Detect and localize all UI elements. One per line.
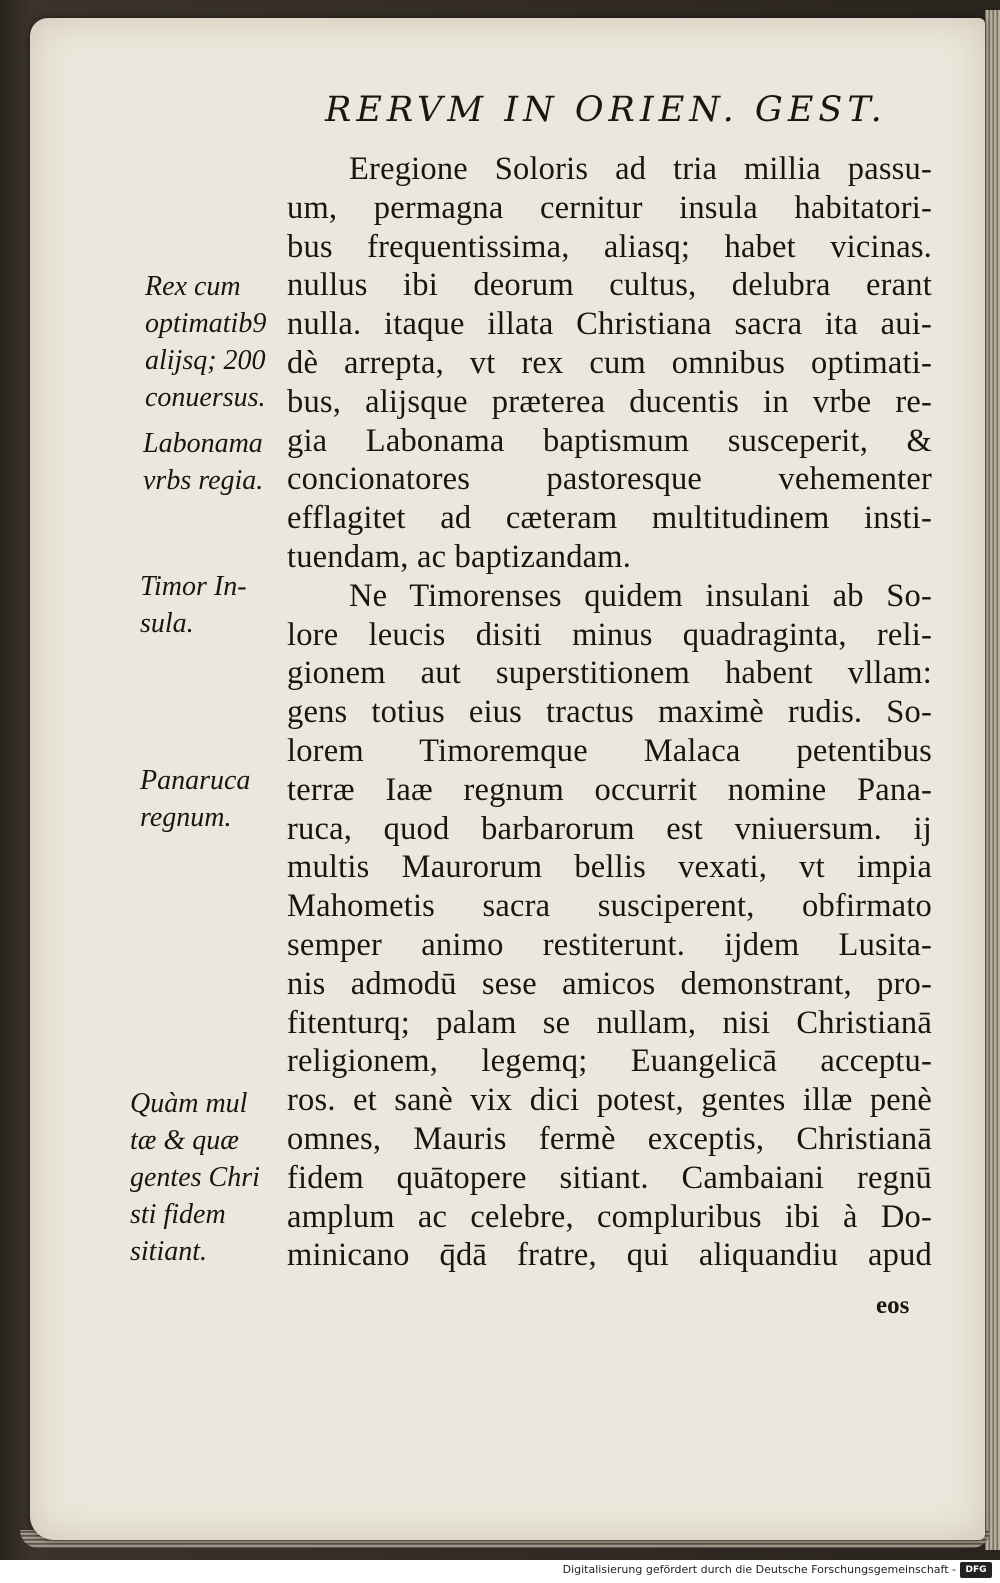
text-line: minicano q̄dā fratre, qui aliquandiu apud xyxy=(287,1237,932,1274)
text-line: Eregione Soloris ad tria millia passu- xyxy=(349,151,932,187)
text-line: gionem aut superstitionem habent vllam: xyxy=(287,655,932,692)
margin-note-line: regnum. xyxy=(140,802,232,833)
text-line: Ne Timorenses quidem insulani ab So- xyxy=(349,577,932,614)
margin-note-line: Panaruca xyxy=(140,765,251,796)
margin-note-line: sula. xyxy=(140,608,194,639)
text-line: omnes, Mauris fermè exceptis, Christianā xyxy=(287,1120,932,1157)
book-fore-edge xyxy=(985,10,1000,1550)
text-line: ruca, quod barbarorum est vniuersum. ij xyxy=(287,810,932,847)
text-line: fidem quātopere sitiant. Cambaiani regnū xyxy=(287,1159,932,1196)
text-line: terræ Iaæ regnum occurrit nomine Pana- xyxy=(287,771,932,808)
text-line: lore leucis disiti minus quadraginta, reli- xyxy=(287,616,932,653)
text-line: semper animo restiterunt. ijdem Lusita- xyxy=(287,926,932,963)
text-line: concionatores pastoresque vehementer xyxy=(287,461,932,498)
margin-note-line: Quàm mul xyxy=(130,1088,248,1119)
catchword: eos xyxy=(876,1292,910,1319)
margin-note-line: Rex cum xyxy=(145,271,241,302)
text-line: efflagitet ad cæteram multitudinem insti- xyxy=(287,500,932,537)
margin-note-line: conuersus. xyxy=(145,382,266,413)
margin-note-rex xyxy=(145,268,266,416)
text-line: lorem Timoremque Malaca petentibus xyxy=(287,732,932,769)
margin-note-labonama xyxy=(143,425,263,499)
margin-note-line: sti fidem xyxy=(130,1199,226,1230)
text-line: tuendam, ac baptizandam. xyxy=(287,538,632,575)
text-line: ros. et sanè vix dici potest, gentes illæ penè xyxy=(287,1082,932,1119)
text-line: fitenturq; palam se nullam, nisi Christianā xyxy=(287,1004,932,1041)
text-line: gens totius eius tractus maximè rudis. So- xyxy=(287,694,932,731)
text-line: nullus ibi deorum cultus, delubra erant xyxy=(287,267,932,304)
text-line: bus, alijsque præterea ducentis in vrbe re- xyxy=(287,383,932,420)
text-line: amplum ac celebre, compluribus ibi à Do- xyxy=(287,1198,932,1235)
body-text xyxy=(287,150,932,1275)
funding-credit: Digitalisierung gefördert durch die Deutsche Forschungsgemeinschaft - xyxy=(562,1563,956,1576)
margin-note-line: Labonama xyxy=(143,428,263,459)
margin-note-line: Timor In- xyxy=(140,571,247,602)
margin-note-line: alijsq; 200 xyxy=(145,345,266,376)
text-line: nulla. itaque illata Christiana sacra ita aui- xyxy=(287,306,932,343)
margin-note-timor xyxy=(140,568,247,642)
text-line: bus frequentissima, aliasq; habet vicinas. xyxy=(287,228,932,265)
margin-note-line: gentes Chri xyxy=(130,1162,260,1193)
margin-note-line: optimatib9 xyxy=(145,308,267,339)
dfg-logo: DFG xyxy=(960,1562,992,1578)
text-line: dè arrepta, vt rex cum omnibus optimati- xyxy=(287,344,932,381)
running-header: RERVM IN ORIEN. GEST. xyxy=(325,90,887,130)
text-line: nis admodū sese amicos demonstrant, pro- xyxy=(287,965,932,1002)
margin-note-panaruca xyxy=(140,762,250,836)
margin-note-line: sitiant. xyxy=(130,1236,208,1267)
margin-note-line: tæ & quæ xyxy=(130,1125,239,1156)
margin-note-quam-multae xyxy=(130,1085,260,1270)
margin-note-line: vrbs regia. xyxy=(143,465,264,496)
text-line: religionem, legemq; Euangelicā acceptu- xyxy=(287,1043,932,1080)
text-line: gia Labonama baptismum susceperit, & xyxy=(287,422,932,459)
text-line: Mahometis sacra susciperent, obfirmato xyxy=(287,888,932,925)
text-line: multis Maurorum bellis vexati, vt impia xyxy=(287,849,932,886)
text-line: um, permagna cernitur insula habitatori- xyxy=(287,189,932,226)
